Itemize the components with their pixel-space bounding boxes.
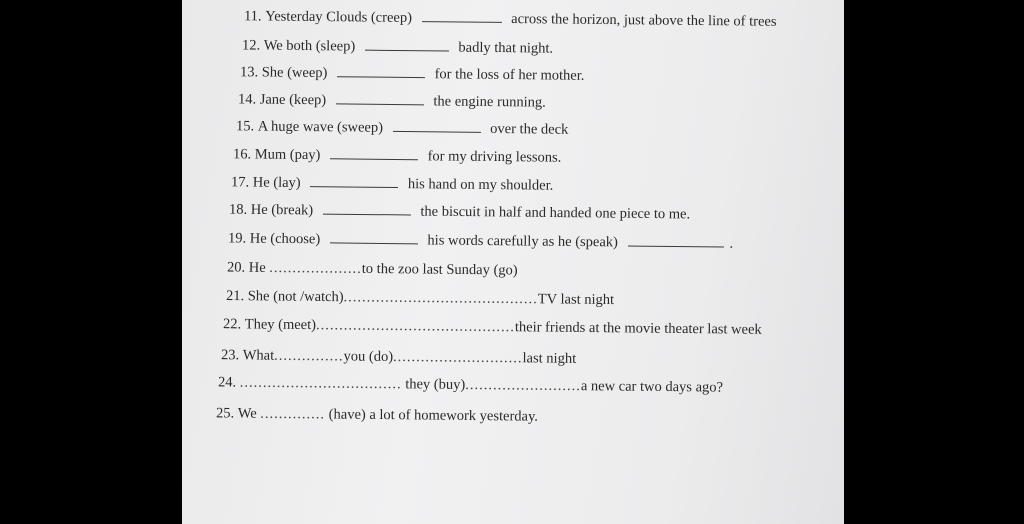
exercise-item-21 — [226, 289, 614, 308]
item-prompt: Yesterday Clouds (creep) — [265, 8, 413, 26]
item-continuation: across the horizon, just above the line of trees — [511, 11, 777, 30]
item-prompt: Mum (pay) — [254, 146, 321, 164]
answer-dots[interactable]: ............... — [274, 347, 344, 365]
exercise-item-13 — [240, 65, 585, 83]
item-continuation: TV last night — [537, 291, 615, 309]
item-middle: you (do) — [343, 348, 394, 365]
answer-dots[interactable]: ........................................... — [315, 317, 515, 336]
item-prompt: Jane (keep) — [259, 91, 327, 109]
exercise-item-16 — [233, 147, 561, 165]
exercise-item-18 — [229, 203, 690, 222]
item-continuation: the biscuit in half and handed one piece to me. — [420, 203, 691, 223]
item-continuation: his hand on my shoulder. — [407, 176, 554, 194]
item-prompt: He — [248, 259, 266, 276]
item-number: 17. — [230, 174, 250, 191]
item-continuation: for my driving lessons. — [427, 148, 562, 166]
item-prompt: She (not /watch) — [247, 288, 344, 306]
exercise-item-22 — [223, 317, 762, 337]
item-continuation: for the loss of her mother. — [434, 66, 585, 84]
item-middle: they (buy) — [405, 376, 466, 393]
exercise-item-25 — [216, 406, 538, 424]
item-continuation: to the zoo last Sunday (go) — [361, 260, 518, 279]
item-prompt: She (weep) — [261, 64, 328, 82]
item-continuation: his words carefully as he (speak) — [427, 232, 619, 251]
exercise-item-20 — [227, 260, 518, 278]
exercise-item-23 — [221, 348, 576, 366]
answer-dots[interactable]: .......................................... — [343, 289, 538, 308]
answer-blank[interactable] — [393, 121, 481, 133]
answer-dots[interactable]: ................................... — [239, 374, 402, 393]
item-prompt: He (choose) — [249, 230, 321, 248]
answer-blank[interactable] — [337, 66, 425, 78]
item-number: 18. — [228, 201, 248, 218]
item-number: 16. — [232, 146, 252, 163]
answer-blank[interactable] — [323, 204, 411, 216]
item-number: 24. — [217, 374, 237, 391]
answer-dots[interactable]: .................... — [269, 259, 362, 277]
answer-dots-2[interactable]: ............................ — [392, 348, 523, 367]
item-prompt: What — [242, 347, 275, 364]
item-continuation: their friends at the movie theater last week — [514, 319, 762, 338]
answer-blank[interactable] — [422, 11, 502, 23]
item-prompt: We both (sleep) — [263, 37, 356, 55]
item-prompt: He (lay) — [252, 174, 301, 192]
item-continuation: badly that night. — [458, 39, 554, 57]
exercise-item-17 — [231, 175, 553, 193]
answer-dots[interactable]: .............. — [260, 405, 326, 423]
item-prompt: He (break) — [250, 201, 314, 219]
item-prompt: We — [237, 405, 257, 422]
item-number: 13. — [239, 64, 259, 81]
answer-blank-speak[interactable] — [627, 236, 723, 248]
item-number: 25. — [215, 405, 235, 422]
exercise-item-12 — [242, 38, 553, 56]
answer-blank[interactable] — [365, 40, 449, 52]
item-prompt: They (meet) — [244, 316, 317, 334]
exercise-item-15 — [236, 119, 568, 137]
item-continuation: a new car two days ago? — [580, 378, 724, 396]
item-end: . — [729, 235, 734, 252]
answer-blank[interactable] — [310, 176, 398, 188]
exercise-item-14 — [238, 92, 546, 110]
item-number: 12. — [241, 37, 261, 54]
item-continuation: over the deck — [490, 120, 569, 138]
item-continuation: the engine running. — [433, 93, 546, 111]
item-number: 23. — [220, 347, 240, 364]
answer-blank[interactable] — [330, 148, 418, 160]
item-continuation: (have) a lot of homework yesterday. — [328, 406, 539, 425]
item-number: 11. — [243, 8, 262, 25]
item-number: 22. — [222, 316, 242, 333]
exercise-item-11 — [244, 9, 777, 29]
answer-dots-2[interactable]: ......................... — [465, 376, 581, 395]
exercise-item-24 — [218, 375, 723, 395]
item-number: 21. — [225, 287, 245, 305]
answer-blank[interactable] — [336, 93, 424, 105]
item-number: 19. — [227, 230, 247, 247]
item-number: 15. — [235, 118, 255, 135]
worksheet-page — [182, 0, 844, 524]
answer-blank[interactable] — [330, 232, 418, 244]
item-continuation: last night — [522, 350, 577, 367]
exercise-item-19 — [228, 231, 733, 251]
item-number: 14. — [237, 91, 257, 108]
item-number: 20. — [226, 259, 246, 276]
item-prompt: A huge wave (sweep) — [257, 118, 384, 136]
